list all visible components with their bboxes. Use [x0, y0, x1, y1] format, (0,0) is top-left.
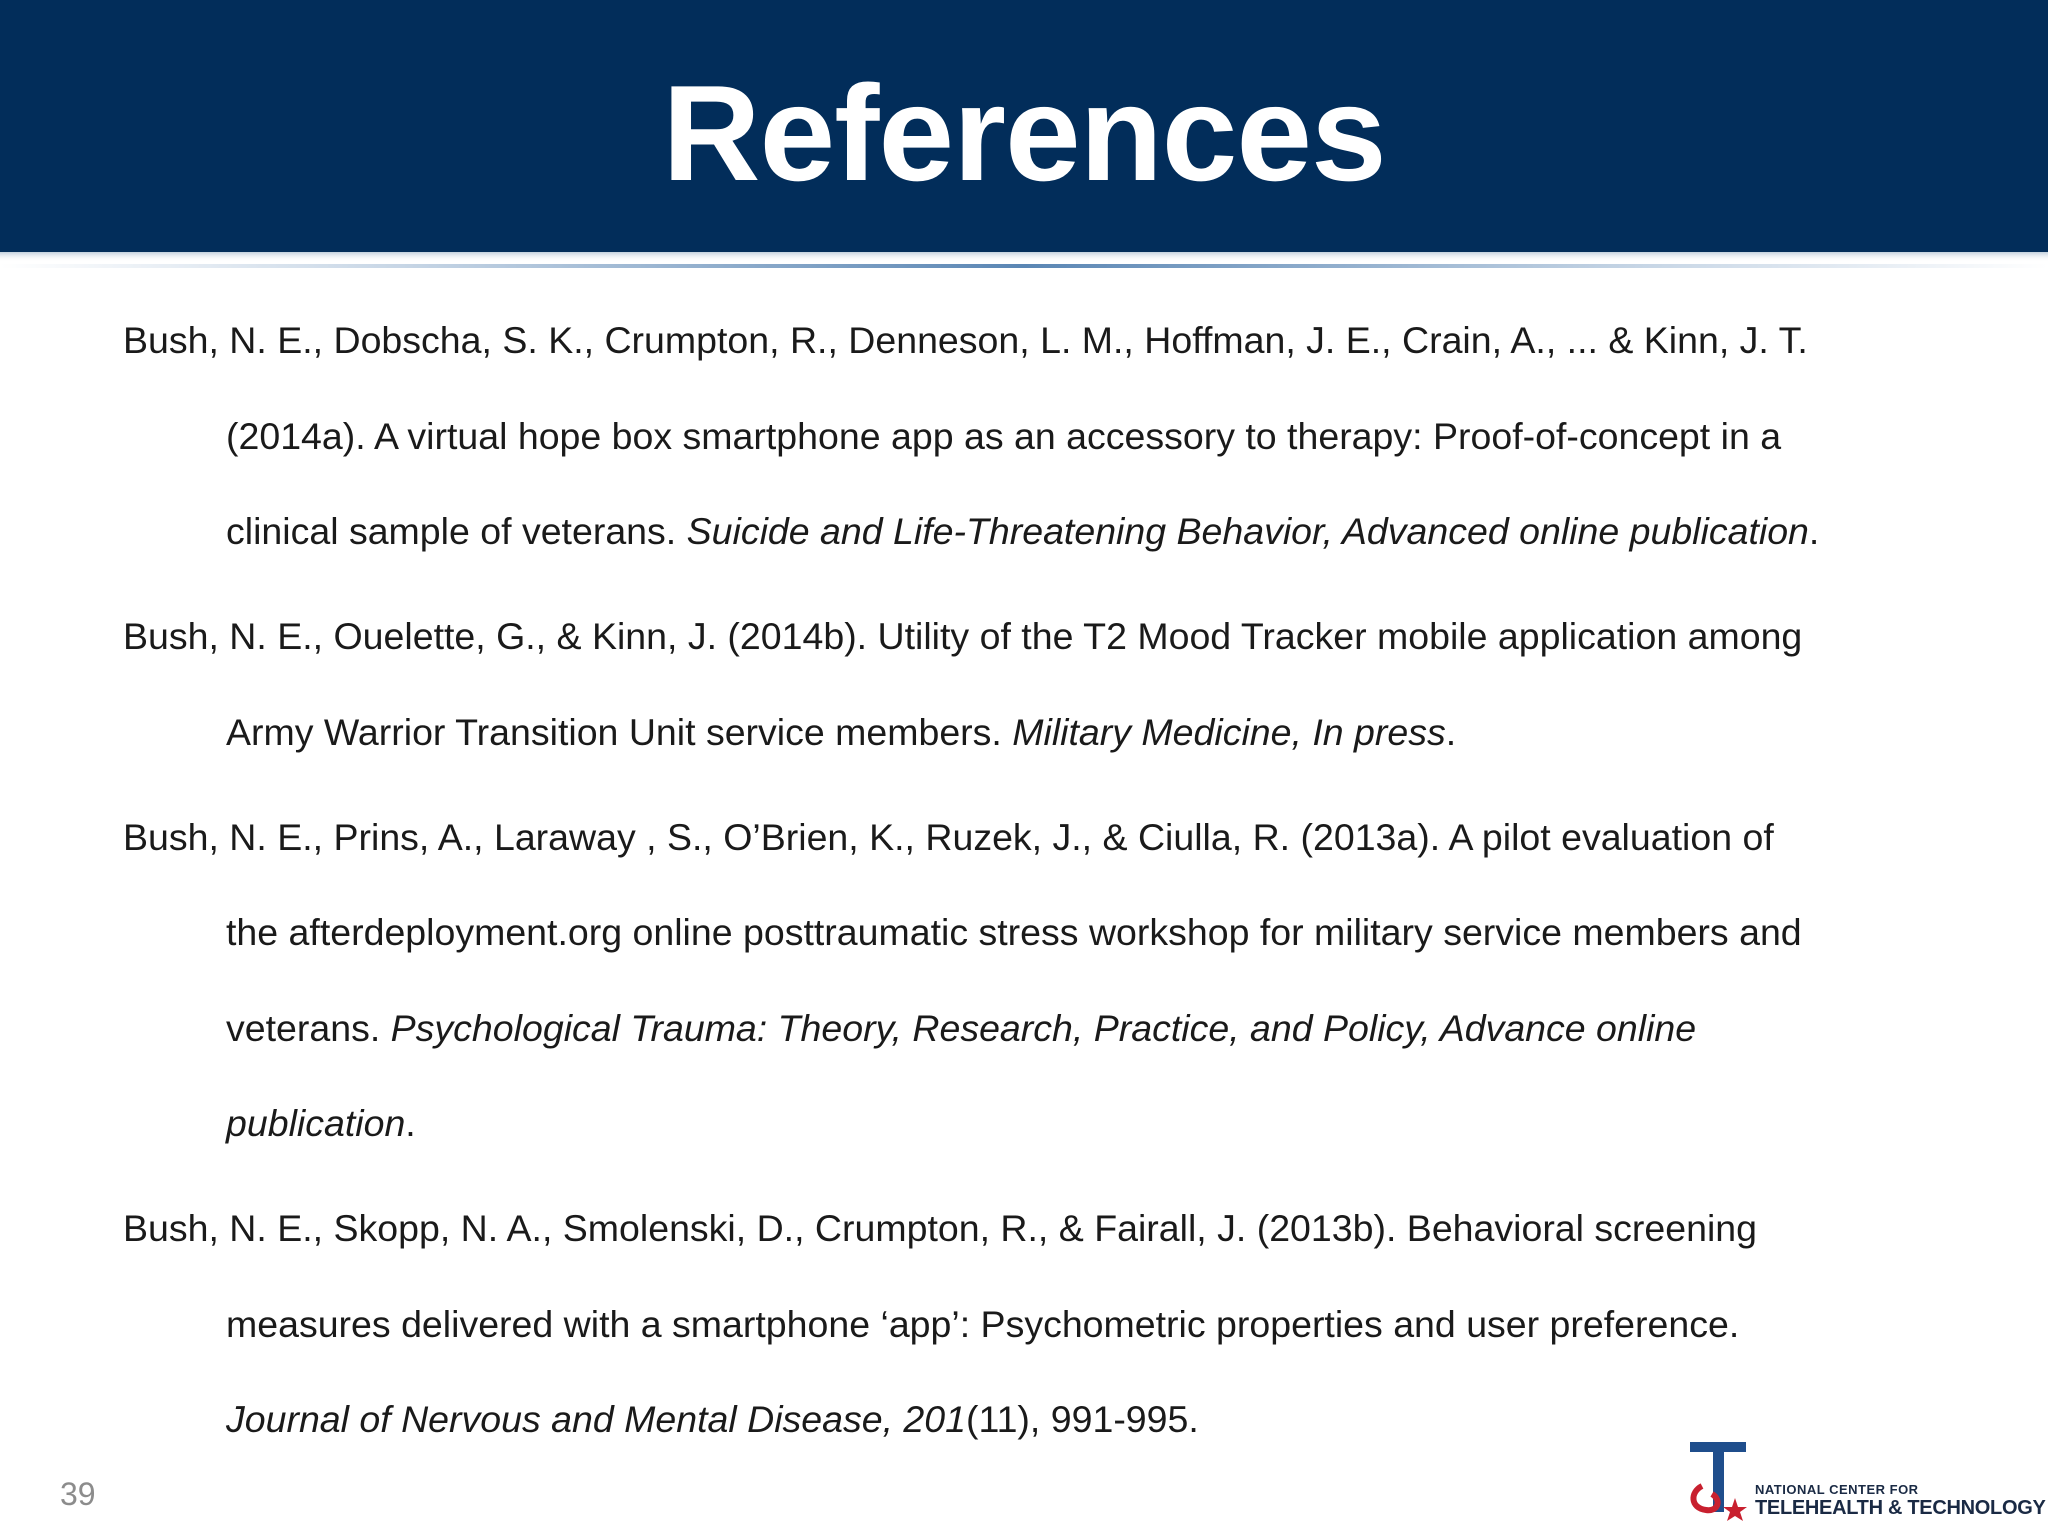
- reference-text: Bush, N. E., Skopp, N. A., Smolenski, D., Crumpton, R., & Fairall, J. (2013b). Behavioral screening: [123, 1207, 1758, 1249]
- logo-text: [1755, 1483, 2046, 1518]
- reference-continuation-line: [226, 509, 1819, 553]
- reference-text: (11), 991-995.: [966, 1398, 1199, 1440]
- reference-source-text: Military Medicine, In press: [1012, 710, 1446, 753]
- logo-line-1: NATIONAL CENTER FOR: [1755, 1482, 1919, 1497]
- reference-text: clinical sample of veterans.: [226, 510, 687, 552]
- logo-mark-icon: [1680, 1436, 1760, 1526]
- reference-continuation-line: [226, 1101, 416, 1145]
- reference-continuation-line: [226, 1006, 1696, 1050]
- reference-continuation-line: [226, 1397, 1199, 1441]
- title-banner: [0, 0, 2048, 252]
- reference-first-line: [123, 1206, 1757, 1250]
- reference-first-line: [123, 815, 1774, 859]
- organization-logo: [1680, 1436, 2046, 1526]
- reference-continuation-line: [226, 910, 1802, 954]
- reference-text: .: [1445, 710, 1457, 753]
- reference-text: (2014a). A virtual hope box smartphone app as an accessory to therapy: Proof-of-concept in a: [226, 414, 1782, 457]
- reference-first-line: [123, 318, 1808, 362]
- reference-text: measures delivered with a smartphone ‘app’: Psychometric properties and user preference.: [226, 1302, 1740, 1345]
- reference-source-text: publication: [226, 1102, 406, 1144]
- reference-text: .: [405, 1102, 416, 1144]
- reference-text: the afterdeployment.org online posttraumatic stress workshop for military service members and: [226, 911, 1802, 953]
- reference-first-line: [123, 614, 1802, 658]
- reference-text: Army Warrior Transition Unit service members.: [226, 710, 1013, 753]
- reference-text: .: [1808, 510, 1820, 552]
- reference-text: Bush, N. E., Prins, A., Laraway , S., O’Brien, K., Ruzek, J., & Ciulla, R. (2013a). A pilot evaluation of: [123, 815, 1774, 858]
- reference-continuation-line: [226, 710, 1456, 754]
- logo-line-2: TELEHEALTH & TECHNOLOGY: [1755, 1497, 2046, 1519]
- reference-text: Bush, N. E., Dobscha, S. K., Crumpton, R., Denneson, L. M., Hoffman, J. E., Crain, A., ... & Kinn, J. T.: [123, 319, 1808, 361]
- header-divider: [0, 252, 2048, 274]
- slide-title: References: [662, 57, 1386, 209]
- reference-source-text: Journal of Nervous and Mental Disease, 201: [226, 1398, 967, 1440]
- reference-continuation-line: [226, 414, 1781, 458]
- reference-text: veterans.: [226, 1006, 391, 1049]
- page-number: 39: [60, 1476, 96, 1512]
- reference-text: Bush, N. E., Ouelette, G., & Kinn, J. (2014b). Utility of the T2 Mood Tracker mobile application among: [123, 615, 1803, 657]
- reference-source-text: Suicide and Life-Threatening Behavior, Advanced online publication: [686, 510, 1809, 552]
- reference-source-text: Psychological Trauma: Theory, Research, Practice, and Policy, Advance online: [390, 1006, 1697, 1049]
- reference-continuation-line: [226, 1302, 1739, 1346]
